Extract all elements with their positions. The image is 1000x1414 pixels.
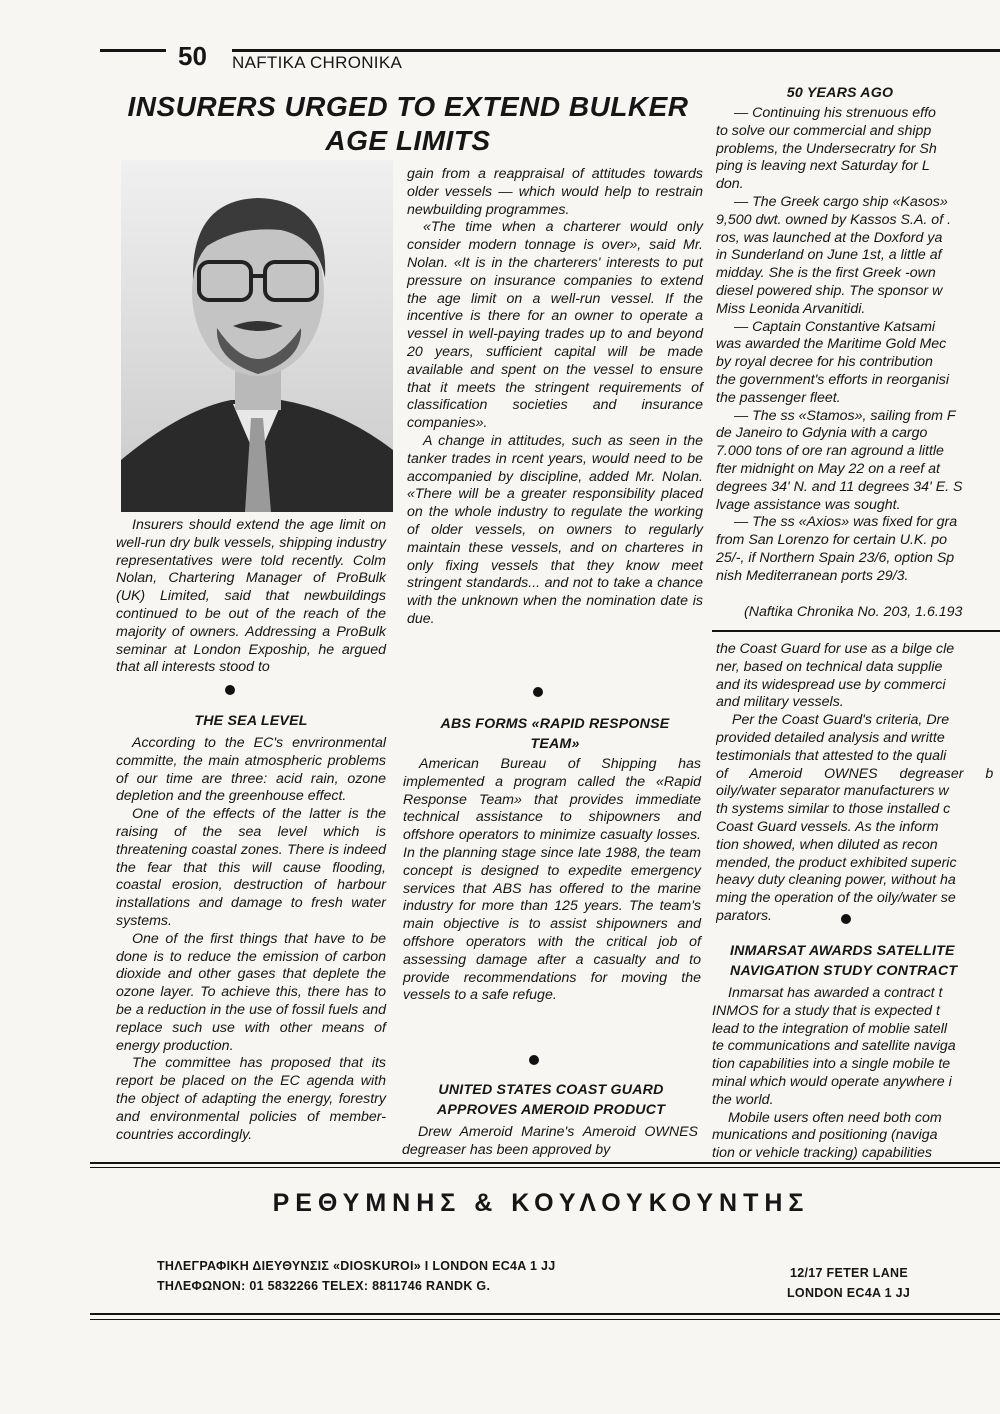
fifty-years-line: — Captain Constantive Katsami (734, 318, 936, 335)
inmarsat-line: minal which would operate anywhere i (712, 1073, 952, 1090)
fifty-years-line: was awarded the Maritime Gold Mec (716, 336, 947, 353)
inmarsat-line: tion or vehicle tracking) capabilities (712, 1145, 933, 1162)
uscg-cont-line: the Coast Guard for use as a bilge cle (716, 641, 955, 657)
fifty-years-line: from San Lorenzo for certain U.K. po (716, 532, 948, 549)
headline-line-2: AGE LIMITS (325, 125, 491, 156)
uscg-cont-line: tion showed, when diluted as recon (716, 836, 938, 853)
fifty-years-line: 9,500 dwt. owned by Kassos S.A. of . (716, 211, 952, 228)
inmarsat-line: INMOS for a study that is expected t (712, 1002, 940, 1019)
inmarsat-line: Mobile users often need both com (728, 1109, 942, 1126)
fifty-years-line: nish Mediterranean ports 29/3. (716, 567, 909, 584)
fifty-years-line: lvage assistance was sought. (716, 496, 901, 513)
sea-level-heading: THE SEA LEVEL (194, 713, 308, 729)
inmarsat-column (712, 985, 1000, 1163)
uscg-cont-line: and its widespread use by commerci (716, 676, 946, 693)
inmarsat-line: Inmarsat has awarded a contract t (728, 985, 943, 1001)
article-caption-column (116, 517, 386, 677)
uscg-cont-line: of Ameroid OWNES degreaser b (716, 765, 994, 782)
fifty-years-line: fter midnight on May 22 on a reef at (716, 460, 940, 477)
sea-level-paragraph: One of the effects of the latter is the raising of the sea level which is threatening coastal zones. There is indeed the fear that this will cause flooding, coastal erosion, destruction of harbour installations and damage to fresh water systems. (116, 806, 386, 929)
telegraph-address: ΤΗΛΕΓΡΑΦΙΚΗ ΔΙΕΥΘΥΝΣΙΣ «DIOSKUROI» I LONDON EC4A 1 JJ (157, 1259, 556, 1273)
uscg-cont-line: ming the operation of the oily/water se (716, 890, 956, 907)
uscg-cont-line: ner, based on technical data supplie (716, 658, 943, 675)
separator-bullet (529, 1055, 539, 1065)
article-paragraph: «The time when a charterer would only consider modern tonnage is over», said Mr. Nolan. «It is in the charterers' interests to put pressure on insurance companies to extend the age limit on a well-run vessel. If the incentive is there for an owner to operate a vessel in well-paying trades up to and beyond 20 years, sufficient capital will be made available and spent on the vessel to ensure that it meets the stringent requirements of classification societies and insurance companies». (407, 219, 703, 432)
inmarsat-heading (716, 941, 1000, 981)
fifty-years-line: 25/-, if Northern Spain 23/6, option Sp (716, 549, 955, 566)
uscg-cont-line: Per the Coast Guard's criteria, Dre (732, 712, 950, 729)
inmarsat-line: lead to the integration of moblie satell (712, 1020, 948, 1037)
uscg-cont-line: provided detailed analysis and writte (716, 729, 945, 746)
right-column-divider (712, 630, 1000, 632)
fifty-years-line: don. (716, 176, 744, 193)
sea-level-paragraph: One of the first things that have to be done is to reduce the emission of carbon dioxide and other gases that deplete the ozone layer. To achieve this, there has to be a reduction in the use of fossil fuels and replace such use with other means of energy production. (116, 930, 386, 1054)
fifty-years-line: midday. She is the first Greek -own (716, 265, 936, 282)
city-address: LONDON EC4A 1 JJ (787, 1286, 911, 1300)
fifty-years-line: — The ss «Stamos», sailing from F (734, 407, 956, 424)
uscg-cont-line: and military vessels. (716, 694, 844, 711)
inmarsat-heading-line-1: INMARSAT AWARDS SATELLITE (730, 943, 955, 959)
fifty-years-column (716, 105, 1000, 621)
fifty-years-source: (Naftika Chronika No. 203, 1.6.193 (744, 603, 963, 620)
sea-level-paragraph: The committee has proposed that its report be placed on the EC agenda with the object of adapting the energy, forestry and environmental policies of member-countries accordingly. (116, 1055, 386, 1143)
abs-paragraph: American Bureau of Shipping has implemented a program called the «Rapid Response Team» that provides immediate technical assistance to shipowners and offshore operators to minimize casualty losses. In the planning stage since late 1988, the team concept is designed to expedite emergency services that ABS has offered to the marine industry for more than 125 years. The team's main objective is to assist shipowners and offshore operators with the critical job of assessing damage after a casualty and to provide recommendations for moving the vessels to a safe refuge. (403, 756, 701, 1004)
uscg-cont-line: th systems similar to those installed c (716, 801, 951, 818)
portrait-photo (121, 160, 393, 512)
article-headline (92, 90, 724, 158)
fifty-years-line: the passenger fleet. (716, 389, 841, 406)
fifty-years-heading: 50 YEARS AGO (786, 85, 894, 101)
inmarsat-line: the world. (712, 1091, 774, 1108)
inmarsat-line: munications and positioning (naviga (712, 1127, 938, 1144)
uscg-cont-line: mended, the product exhibited superic (716, 854, 957, 871)
uscg-continuation-column (716, 641, 1000, 926)
separator-bullet (841, 914, 851, 924)
abs-heading-line-1: ABS FORMS «RAPID RESPONSE (440, 716, 670, 732)
fifty-years-line: problems, the Undersecratry for Sh (716, 140, 937, 157)
fifty-years-line: degrees 34' N. and 11 degrees 34' E. S (716, 478, 963, 495)
uscg-cont-line: parators. (716, 907, 772, 924)
uscg-cont-line: oily/water separator manufacturers w (716, 783, 949, 800)
separator-bullet (533, 687, 543, 697)
footer-top-rule-1 (90, 1162, 1000, 1164)
fifty-years-line: by royal decree for his contribution (716, 354, 933, 371)
fifty-years-line: 7.000 tons of ore ran aground a little (716, 443, 944, 460)
sea-level-paragraph: According to the EC's envrironmental committe, the main atmospheric problems of our time are three: acid rain, ozone depletion and the greenhouse effect. (116, 735, 386, 805)
abs-heading-line-2: TEAM» (530, 736, 580, 752)
inmarsat-line: te communications and satellite naviga (712, 1038, 956, 1055)
uscg-heading (401, 1080, 701, 1120)
fifty-years-line: ros, was launched at the Doxford ya (716, 229, 943, 246)
top-rule-left (100, 49, 166, 52)
uscg-heading-line-1: UNITED STATES COAST GUARD (438, 1082, 664, 1098)
inmarsat-heading-line-2: NAVIGATION STUDY CONTRACT (730, 963, 958, 979)
sea-level-column (116, 735, 386, 1144)
top-rule-right (232, 49, 1000, 52)
fifty-years-line: the government's efforts in reorganisi (716, 371, 949, 388)
footer-top-rule-2 (90, 1167, 1000, 1168)
company-name: ΡΕΘΥΜΝΗΣ & ΚΟΥΛΟΥΚΟΥΝΤΗΣ (272, 1189, 810, 1217)
page-number: 50 (178, 41, 207, 71)
footer-bottom-rule-1 (90, 1313, 1000, 1315)
uscg-cont-line: testimonials that attested to the quali (716, 747, 947, 764)
footer-bottom-rule-2 (90, 1319, 1000, 1320)
inmarsat-line: tion capabilities into a single mobile te (712, 1056, 951, 1073)
uscg-column (402, 1124, 698, 1160)
publication-name: NAFTIKA CHRONIKA (232, 53, 403, 72)
fifty-years-line: ping is leaving next Saturday for L (716, 158, 930, 175)
uscg-cont-line: Coast Guard vessels. As the inform (716, 818, 939, 835)
uscg-paragraph: Drew Ameroid Marine's Ameroid OWNES degreaser has been approved by (402, 1124, 698, 1158)
article-paragraph: A change in attitudes, such as seen in the tanker trades in rcent years, would need to be accompanied by discipline, added Mr. Nolan. «There will be a greater responsibility placed on the whole industry to regulate the working of older vessels, on owners to regularly maintain these vessels, and on charteres in only fixing vessels that they know meet stringent standards... and not to take a chance with the unknown when the nomination date is due. (407, 432, 703, 627)
abs-heading (407, 714, 703, 754)
phone-telex: ΤΗΛΕΦΩΝΟΝ: 01 5832266 TELEX: 8811746 RANDK G. (157, 1279, 491, 1293)
uscg-heading-line-2: APPROVES AMEROID PRODUCT (436, 1102, 666, 1118)
portrait-image (121, 160, 393, 512)
separator-bullet (225, 685, 235, 695)
headline-line-1: INSURERS URGED TO EXTEND BULKER (127, 91, 689, 122)
article-paragraph: gain from a reappraisal of attitudes towards older vessels — which would help to restrain newbuilding programmes. (407, 166, 703, 218)
abs-column (403, 756, 701, 1005)
fifty-years-line: Miss Leonida Arvanitidi. (716, 300, 866, 317)
fifty-years-line: diesel powered ship. The sponsor w (716, 282, 943, 299)
fifty-years-line: to solve our commercial and shipp (716, 122, 932, 139)
article-continuation-column (407, 166, 703, 629)
article-intro-paragraph: Insurers should extend the age limit on well-run dry bulk vessels, shipping industry representatives were told recently. Colm Nolan, Chartering Manager of ProBulk (UK) Limited, said that newbuildings continued to be out of the reach of the majority of owners. Addressing a ProBulk seminar at London Expoship, he argued that all interests stood to (116, 517, 386, 676)
fifty-years-line: in Sunderland on June 1st, a little af (716, 247, 942, 264)
fifty-years-line: de Janeiro to Gdynia with a cargo (716, 425, 928, 442)
uscg-cont-line: heavy duty cleaning power, without ha (716, 872, 956, 889)
street-address: 12/17 FETER LANE (790, 1266, 909, 1280)
fifty-years-line: — The ss «Axios» was fixed for gra (734, 514, 958, 531)
fifty-years-line: — The Greek cargo ship «Kasos» (734, 193, 948, 210)
fifty-years-line: — Continuing his strenuous effo (734, 105, 936, 121)
